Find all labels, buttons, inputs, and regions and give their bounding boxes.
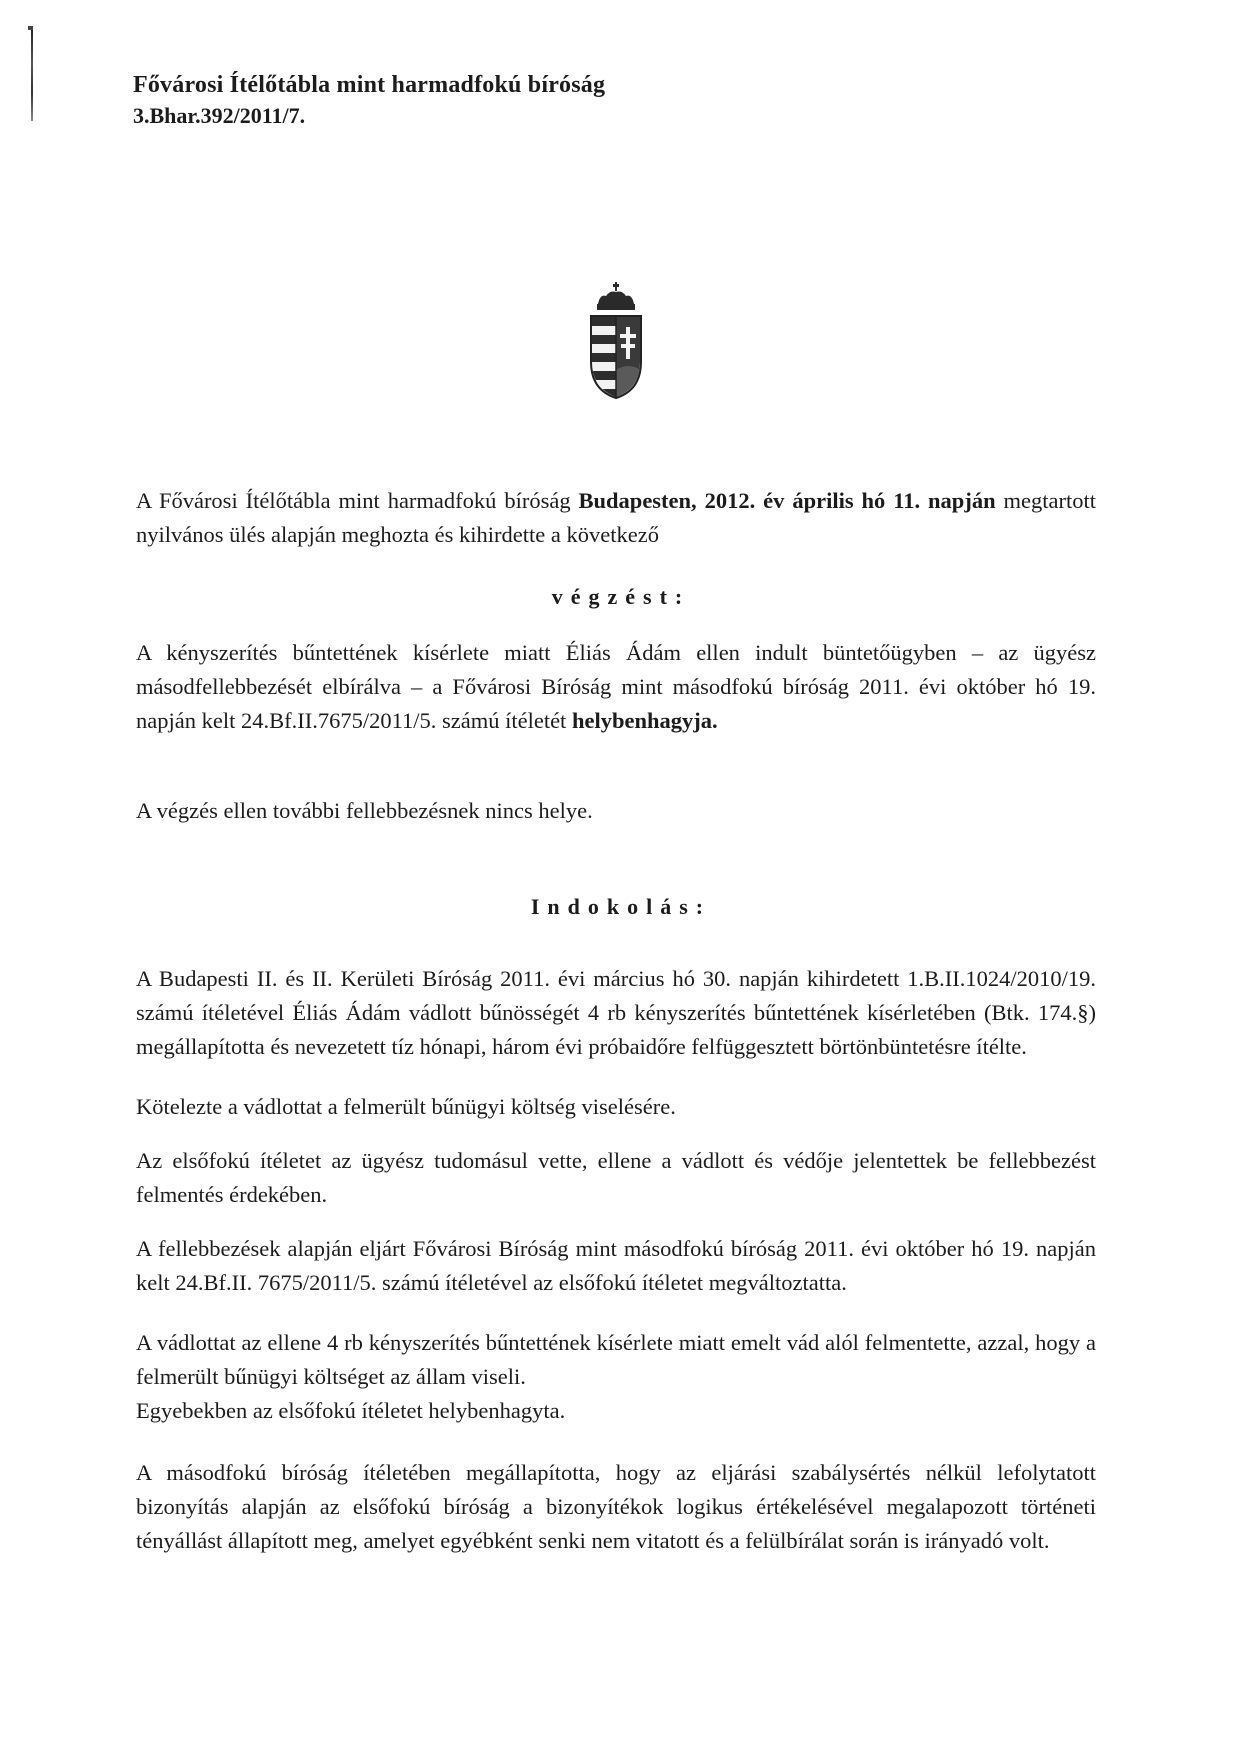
- reasoning-paragraph-3c: Egyebekben az elsőfokú ítéletet helybenhagyta.: [136, 1398, 566, 1423]
- operative-paragraph: [136, 636, 1096, 738]
- intro-place-date: Budapesten, 2012. év április hó 11.: [578, 488, 921, 513]
- coat-of-arms-of-hungary-icon: [586, 282, 646, 400]
- operative-ruling: helybenhagyja.: [571, 708, 718, 733]
- reasoning-paragraph-3: A fellebbezések alapján eljárt Fővárosi Bíróság mint másodfokú bíróság 2011. évi október hó 19. napján kelt 24.Bf.II. 7675/2011/5. számú ítéletével az elsőfokú ítéletet megváltoztatta.: [136, 1236, 1096, 1295]
- reasoning-paragraph-4: A másodfokú bíróság ítéletében megállapította, hogy az eljárási szabálysértés nélkül lefolytatott bizonyítás alapján az elsőfokú bíróság a bizonyítékok logikus értékelésével megalapozott történeti tényállást állapított meg, amelyet egyébként senki nem vitatott és a felülbírálat során is irányadó volt.: [136, 1460, 1096, 1553]
- court-name: Fővárosi Ítélőtábla mint harmadfokú bíróság: [133, 72, 606, 98]
- case-number: 3.Bhar.392/2011/7.: [133, 103, 306, 128]
- reasoning-paragraph-1b: Kötelezte a vádlottat a felmerült bűnügyi költség viselésére.: [136, 1094, 676, 1119]
- intro-text-start: A Fővárosi Ítélőtábla mint harmadfokú bíróság: [136, 488, 579, 513]
- decision-heading: végzést:: [551, 584, 691, 609]
- intro-text-end: megtartott nyilvános ülés alapján meghozta és kihirdette a következő: [136, 488, 1096, 547]
- punch-hole-mark: [31, 26, 33, 121]
- no-appeal-paragraph: A végzés ellen további fellebbezésnek nincs helye.: [136, 798, 593, 823]
- reasoning-paragraph-2: Az elsőfokú ítéletet az ügyész tudomásul vette, ellene a vádlott és védője jelentettek be fellebbezést felmentés érdekében.: [136, 1148, 1096, 1207]
- document-header: [133, 70, 605, 130]
- reasoning-paragraph-1: A Budapesti II. és II. Kerületi Bíróság 2011. évi március hó 30. napján kihirdetett 1.B.II.1024/2010/19. számú ítéletével Éliás Ádám vádlott bűnösségét 4 rb kényszerítés bűntettének kísérletében (Btk. 174.§) megállapította és nevezetett tíz hónapi, három évi próbaidőre felfüggesztett börtönbüntetésre ítélte.: [136, 966, 1096, 1059]
- intro-napjan: napján: [928, 488, 996, 513]
- reasoning-paragraph-3b: A vádlottat az ellene 4 rb kényszerítés bűntettének kísérlete miatt emelt vád alól felmentette, azzal, hogy a felmerült bűnügyi költséget az állam viseli.: [136, 1330, 1096, 1389]
- intro-paragraph: [136, 484, 1096, 552]
- reasoning-heading: Indokolás:: [530, 894, 712, 919]
- operative-text: A kényszerítés bűntettének kísérlete miatt Éliás Ádám ellen indult büntetőügyben – az ügyész másodfellebbezését elbírálva – a Fővárosi Bíróság mint másodfokú bíróság 2011. évi október hó 19. napján kelt 24.Bf.II.7675/2011/5. számú ítéletét: [136, 640, 1096, 733]
